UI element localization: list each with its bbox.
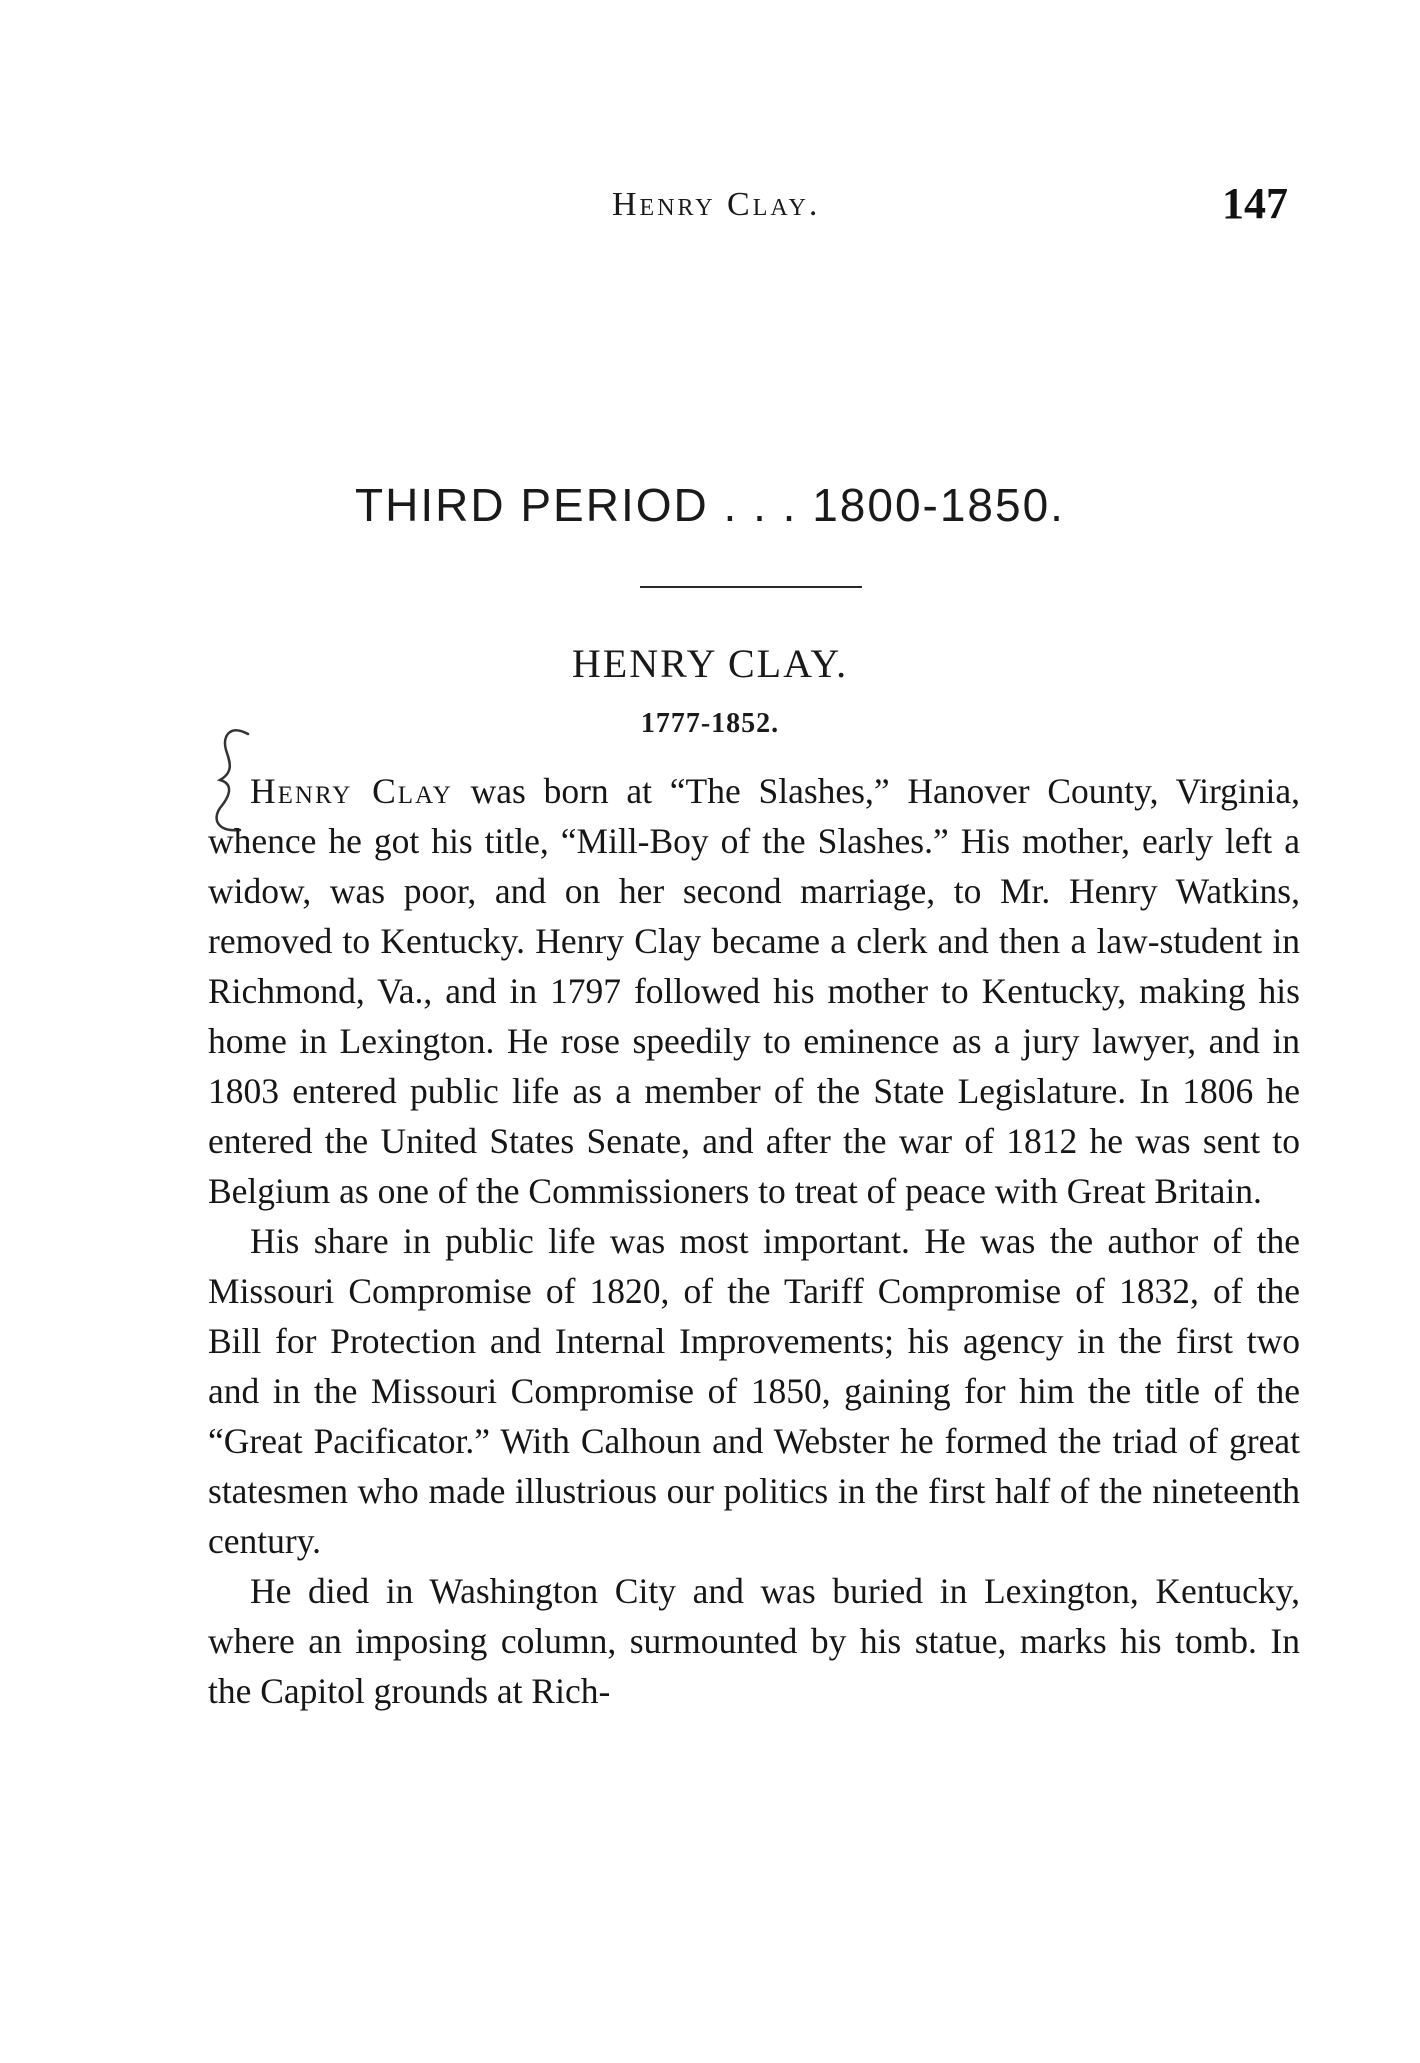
paragraph-text: He died in Washington City and was buried in Lexington, Kentucky, where an imposing column, surmounted by his statue, marks his tomb. In the Capitol grounds at Rich- xyxy=(208,1571,1300,1711)
article-body xyxy=(208,766,1300,1716)
lead-words: Henry Clay xyxy=(250,771,453,811)
paragraph-3 xyxy=(208,1566,1300,1716)
paragraph-2 xyxy=(208,1216,1300,1566)
running-head: Henry Clay. xyxy=(612,186,821,223)
period-heading: THIRD PERIOD . . . 1800-1850. xyxy=(355,479,1065,531)
paragraph-text: was born at “The Slashes,” Hanover County, Virginia, whence he got his title, “Mill-Boy of the Slashes.” His mother, early left a widow, was poor, and on her second marriage, to Mr. Henry Watkins, removed to Kentucky. Henry Clay became a clerk and then a law-student in Richmond, Va., and in 1797 followed his mother to Kentucky, making his home in Lexington. He rose speedily to eminence as a jury lawyer, and in 1803 entered public life as a member of the State Legislature. In 1806 he entered the United States Senate, and after the war of 1812 he was sent to Belgium as one of the Commissioners to treat of peace with Great Britain. xyxy=(208,771,1301,1211)
page-number: 147 xyxy=(1222,179,1288,228)
divider-rule xyxy=(640,586,862,588)
chapter-title: HENRY CLAY. xyxy=(571,641,849,686)
life-dates: 1777-1852. xyxy=(640,708,780,739)
paragraph-1 xyxy=(208,766,1300,1216)
paragraph-text: His share in public life was most important. He was the author of the Missouri Compromise of 1820, of the Tariff Compromise of 1832, of the Bill for Protection and Internal Improvements; his agency in the first two and in the Missouri Compromise of 1850, gaining for him the title of the “Great Pacificator.” With Calhoun and Webster he formed the triad of great statesmen who made illustrious our politics in the first half of the nineteenth century. xyxy=(208,1221,1300,1561)
